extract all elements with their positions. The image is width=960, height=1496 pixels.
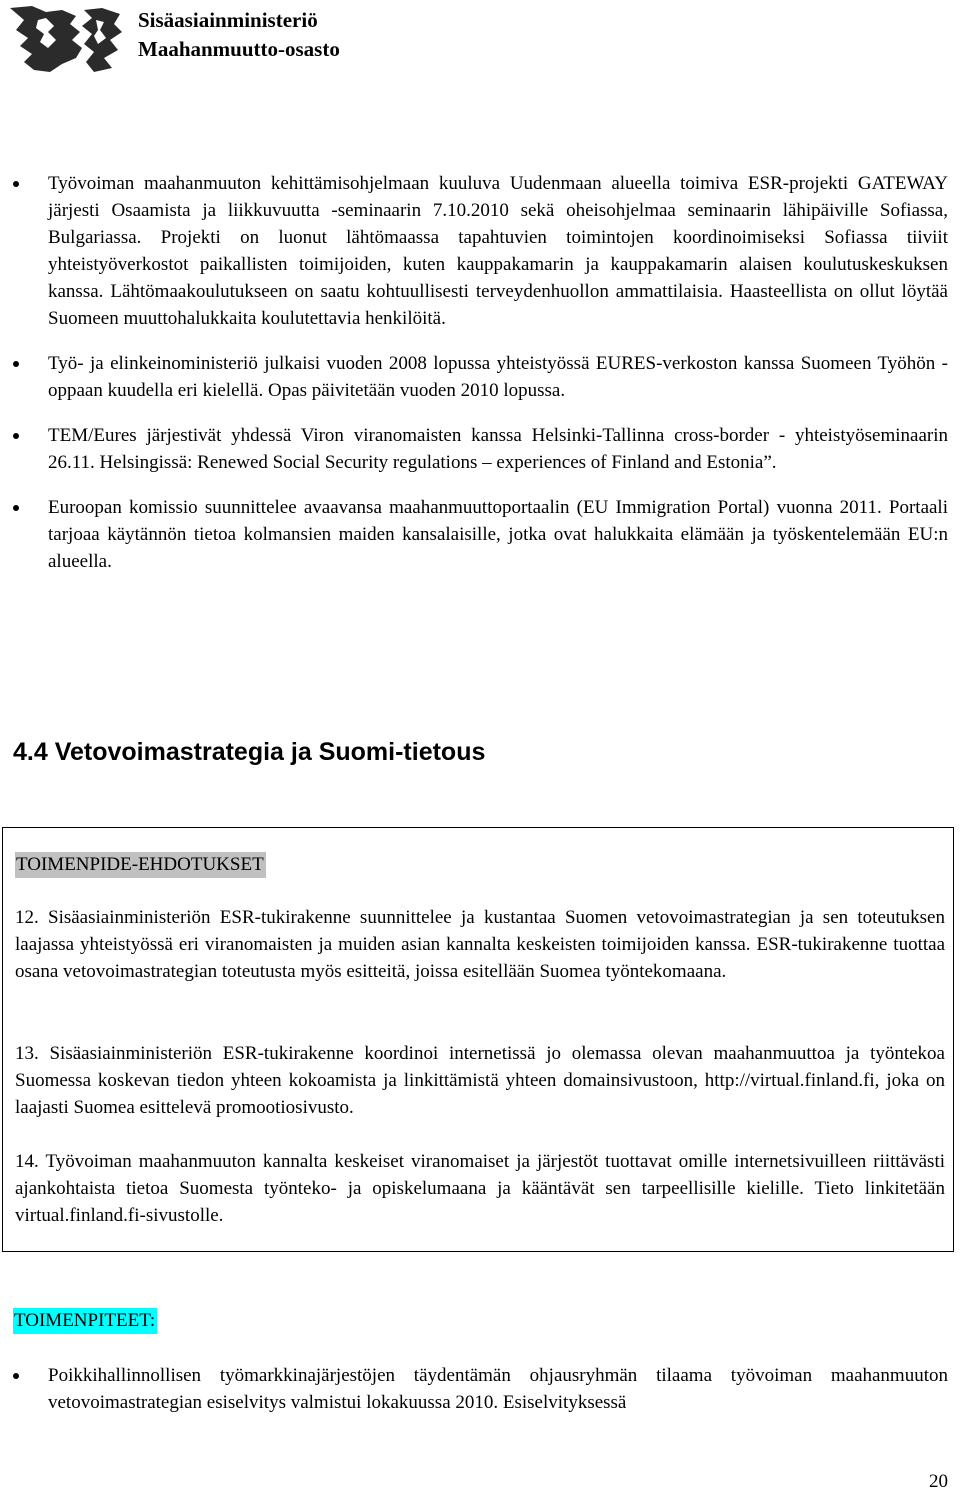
list-item bbox=[0, 350, 960, 404]
proposals-box bbox=[2, 827, 954, 1252]
measures-bullet-list bbox=[0, 1362, 960, 1416]
proposal-item: 12. Sisäasiainministeriön ESR-tukirakenne suunnittelee ja kustantaa Suomen vetovoimastrategian ja sen toteutuksen laajassa yhteistyössä eri viranomaisten ja muiden asian kannalta keskeisten toimijoiden kanssa. ESR-tukirakenne tuottaa osana vetovoimastrategian toteutusta myös esitteitä, joissa esitellään Suomea työntekomaana. bbox=[15, 907, 945, 982]
ministry-name: Sisäasiainministeriö bbox=[138, 8, 318, 32]
list-item bbox=[0, 1362, 960, 1416]
proposal-item: 14. Työvoiman maahanmuuton kannalta keskeiset viranomaiset ja järjestöt tuottavat omille internetsivuilleen riittävästi ajankohtaista tietoa Suomesta työnteko- ja opiskelumaana ja kääntävät sen tarpeellisille kielille. Tieto linkitetään virtual.finland.fi-sivustolle. bbox=[15, 1151, 945, 1226]
bullet-icon bbox=[13, 433, 19, 439]
bullet-icon bbox=[13, 361, 19, 367]
bullet-text: Euroopan komissio suunnittelee avaavansa maahanmuuttoportaalin (EU Immigration Portal) vuonna 2011. Portaali tarjoaa käytännön tietoa kolmansien maiden kansalaisille, jotka ovat halukkaita elämään ja työskentelemään EU:n alueella. bbox=[48, 497, 948, 572]
document-header bbox=[138, 6, 340, 64]
list-item bbox=[0, 494, 960, 575]
section-title: 4.4 Vetovoimastrategia ja Suomi-tietous bbox=[13, 738, 486, 766]
proposal-item: 13. Sisäasiainministeriön ESR-tukirakenne koordinoi internetissä jo olemassa olevan maahanmuuttoa ja työntekoa Suomessa koskevan tiedon yhteen kokoamista ja linkittämistä yhteen domainsivustoon, http://virtual.finland.fi, joka on laajasti Suomea esittelevä promootiosivusto. bbox=[15, 1043, 945, 1118]
news-bullet-list bbox=[0, 170, 960, 593]
page-number: 20 bbox=[929, 1471, 948, 1492]
bullet-icon bbox=[13, 1373, 19, 1379]
measures-heading: TOIMENPITEET: bbox=[13, 1308, 157, 1334]
bullet-text: Työ- ja elinkeinoministeriö julkaisi vuoden 2008 lopussa yhteistyössä EURES-verkoston kanssa Suomeen Työhön -oppaan kuudella eri kielellä. Opas päivitetään vuoden 2010 lopussa. bbox=[48, 353, 948, 401]
finland-map-logo-icon bbox=[2, 2, 126, 76]
list-item bbox=[0, 170, 960, 332]
bullet-icon bbox=[13, 181, 19, 187]
bullet-icon bbox=[13, 505, 19, 511]
proposals-heading: TOIMENPIDE-EHDOTUKSET bbox=[15, 852, 266, 878]
list-item bbox=[0, 422, 960, 476]
bullet-text: Poikkihallinnollisen työmarkkinajärjestöjen täydentämän ohjausryhmän tilaama työvoiman maahanmuuton vetovoimastrategian esiselvitys valmistui lokakuussa 2010. Esiselvityksessä bbox=[48, 1365, 948, 1413]
bullet-text: Työvoiman maahanmuuton kehittämisohjelmaan kuuluva Uudenmaan alueella toimiva ESR-projekti GATEWAY järjesti Osaamista ja liikkuvuutta -seminaarin 7.10.2010 sekä oheisohjelmaa seminaarin lähipäiville Sofiassa, Bulgariassa. Projekti on luonut lähtömaassa tapahtuvien toimintojen koordinoimiseksi Sofiassa tiiviit yhteistyöverkostot paikallisten toimijoiden, kuten kauppakamarin ja kauppakamarin alaisen koulutuskeskuksen kanssa. Lähtömaakoulutukseen on saatu kohtuullisesti terveydenhuollon ammattilaisia. Haasteellista on ollut löytää Suomeen muuttohalukkaita koulutettavia henkilöitä. bbox=[48, 173, 948, 329]
bullet-text: TEM/Eures järjestivät yhdessä Viron viranomaisten kanssa Helsinki-Tallinna cross-border - yhteistyöseminaarin 26.11. Helsingissä: Renewed Social Security regulations – experiences of Finland and Estonia”. bbox=[48, 425, 948, 473]
department-name: Maahanmuutto-osasto bbox=[138, 37, 340, 61]
